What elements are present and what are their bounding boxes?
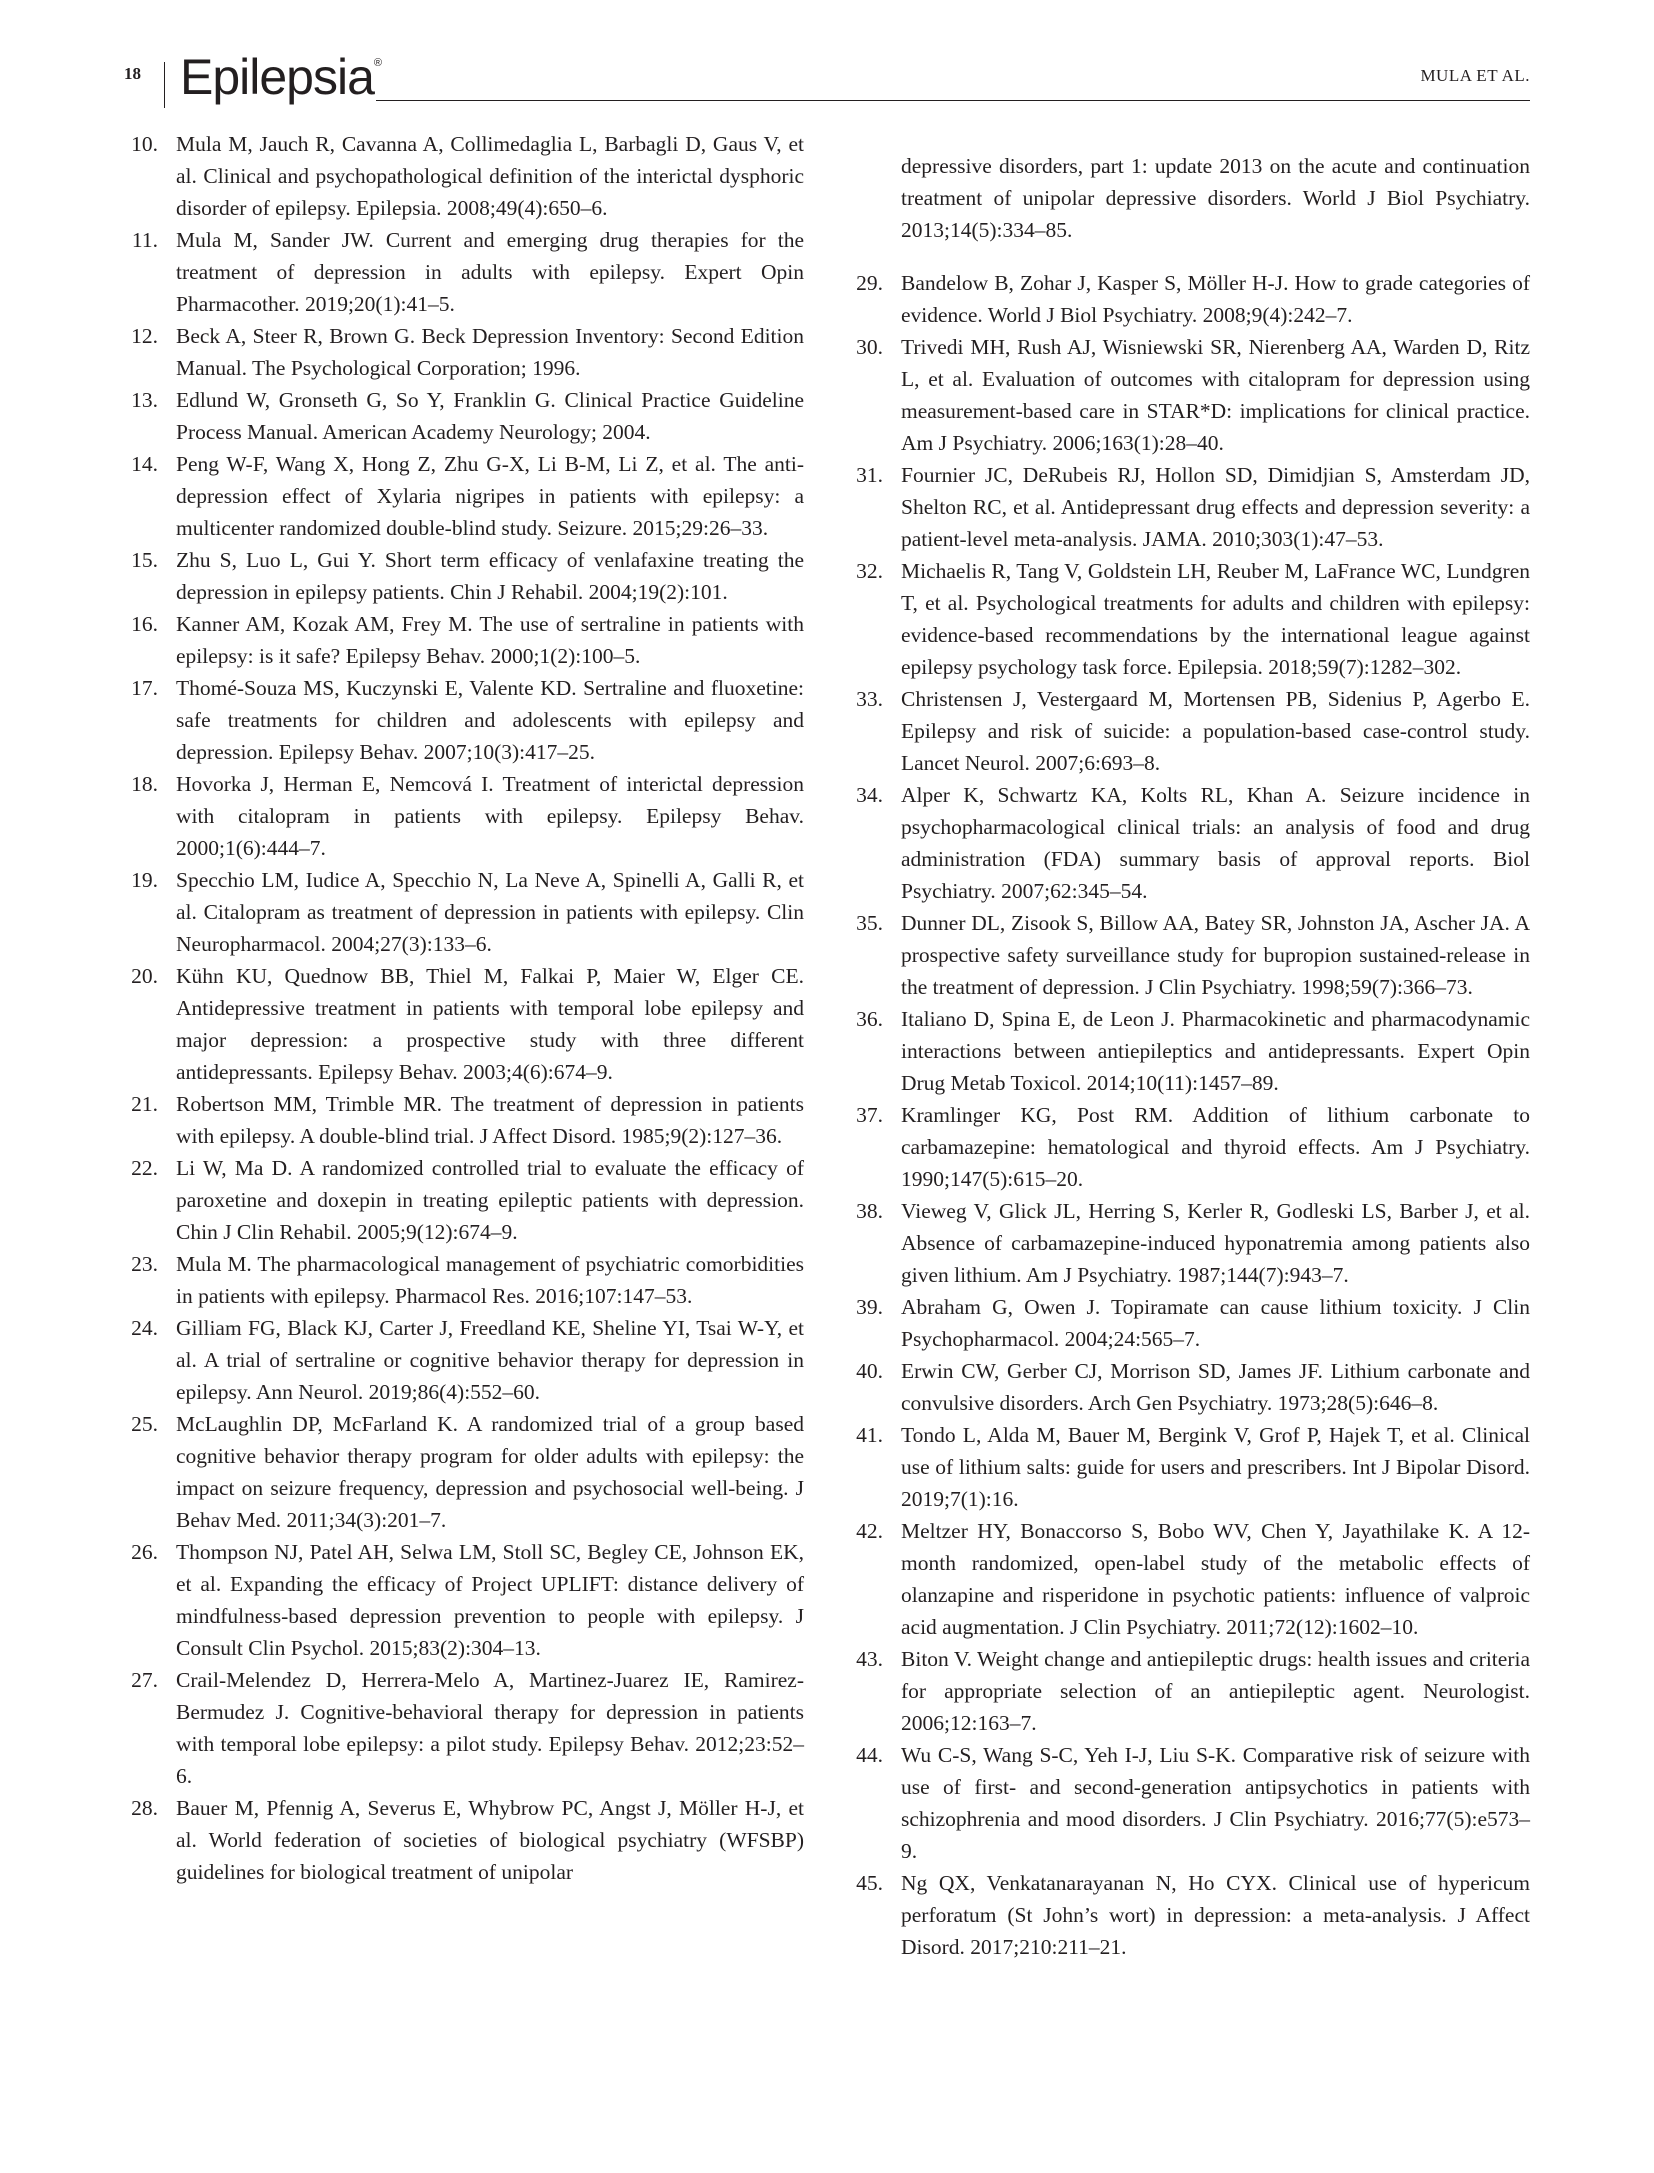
header-rule (376, 100, 1530, 101)
reference-item (849, 1355, 1530, 1419)
reference-number: 22. (131, 1156, 158, 1180)
reference-continuation: depressive disorders, part 1: update 2013 on the acute and continuation treatment of unipolar depressive disorders. World J Biol Psychiatry. 2013;14(5):334–85. (901, 153, 1530, 242)
reference-item (849, 779, 1530, 907)
reference-number: 33. (856, 687, 883, 711)
page-number: 18 (124, 64, 141, 83)
reference-number: 14. (131, 452, 158, 476)
reference-number: 45. (856, 1871, 883, 1895)
reference-item (124, 320, 804, 384)
reference-number: 17. (131, 676, 158, 700)
journal-logo (180, 49, 383, 105)
reference-number: 28. (131, 1796, 158, 1820)
reference-number: 15. (131, 548, 158, 572)
reference-number: 21. (131, 1092, 158, 1116)
reference-number: 16. (131, 612, 158, 636)
reference-item (124, 544, 804, 608)
reference-text: Dunner DL, Zisook S, Billow AA, Batey SR, Johnston JA, Ascher JA. A prospective safety surveillance study for bupropion sustained-release in the treatment of depression. J Clin Psychiatry. 1998;59(7):366–73. (901, 911, 1530, 999)
reference-text: Christensen J, Vestergaard M, Mortensen PB, Sidenius P, Agerbo E. Epilepsy and risk of suicide: a population-based case-control study. Lancet Neurol. 2007;6:693–8. (901, 687, 1530, 775)
reference-text: Peng W-F, Wang X, Hong Z, Zhu G-X, Li B-M, Li Z, et al. The anti-depression effect of Xylaria nigripes in patients with epilepsy: a multicenter randomized double-blind study. Seizure. 2015;29:26–33. (176, 452, 804, 540)
reference-number: 11. (131, 228, 158, 252)
reference-text: Mula M. The pharmacological management of psychiatric comorbidities in patients with epilepsy. Pharmacol Res. 2016;107:147–53. (176, 1252, 804, 1308)
reference-number: 31. (856, 463, 883, 487)
reference-text: Gilliam FG, Black KJ, Carter J, Freedland KE, Sheline YI, Tsai W-Y, et al. A trial of sertraline or cognitive behavior therapy for depression in epilepsy. Ann Neurol. 2019;86(4):552–60. (176, 1316, 804, 1404)
reference-text: Beck A, Steer R, Brown G. Beck Depression Inventory: Second Edition Manual. The Psychological Corporation; 1996. (176, 324, 804, 380)
reference-text: Thompson NJ, Patel AH, Selwa LM, Stoll SC, Begley CE, Johnson EK, et al. Expanding the efficacy of Project UPLIFT: distance delivery of mindfulness-based depression prevention to people with epilepsy. J Consult Clin Psychol. 2015;83(2):304–13. (176, 1540, 804, 1660)
reference-item (849, 1515, 1530, 1643)
reference-text: Ng QX, Venkatanarayanan N, Ho CYX. Clinical use of hypericum perforatum (St John’s wort) in depression: a meta-analysis. J Affect Disord. 2017;210:211–21. (901, 1871, 1530, 1959)
reference-item (124, 448, 804, 544)
reference-item (124, 1248, 804, 1312)
reference-text: Erwin CW, Gerber CJ, Morrison SD, James JF. Lithium carbonate and convulsive disorders. Arch Gen Psychiatry. 1973;28(5):646–8. (901, 1359, 1530, 1415)
reference-item (124, 608, 804, 672)
reference-number: 36. (856, 1007, 883, 1031)
reference-item (849, 1099, 1530, 1195)
reference-text: Hovorka J, Herman E, Nemcová I. Treatment of interictal depression with citalopram in patients with epilepsy. Epilepsy Behav. 2000;1(6):444–7. (176, 772, 804, 860)
reference-item (849, 1867, 1530, 1963)
page-header (124, 49, 1530, 116)
reference-number: 35. (856, 911, 883, 935)
reference-text: Kramlinger KG, Post RM. Addition of lithium carbonate to carbamazepine: hematological and thyroid effects. Am J Psychiatry. 1990;147(5):615–20. (901, 1103, 1530, 1191)
reference-item (124, 1792, 804, 1888)
reference-item (124, 1088, 804, 1152)
reference-number: 39. (856, 1295, 883, 1319)
reference-item (849, 267, 1530, 331)
reference-list-right-column (849, 128, 1530, 1963)
reference-item (124, 672, 804, 768)
reference-text: Tondo L, Alda M, Bauer M, Bergink V, Grof P, Hajek T, et al. Clinical use of lithium salts: guide for users and prescribers. Int J Bipolar Disord. 2019;7(1):16. (901, 1423, 1530, 1511)
reference-item (124, 384, 804, 448)
reference-text: Meltzer HY, Bonaccorso S, Bobo WV, Chen Y, Jayathilake K. A 12-month randomized, open-label study of the metabolic effects of olanzapine and risperidone in psychotic patients: influence of valproic acid augmentation. J Clin Psychiatry. 2011;72(12):1602–10. (901, 1519, 1530, 1639)
reference-text: McLaughlin DP, McFarland K. A randomized trial of a group based cognitive behavior therapy program for older adults with epilepsy: the impact on seizure frequency, depression and psychosocial well-being. J Behav Med. 2011;34(3):201–7. (176, 1412, 804, 1532)
reference-text: Fournier JC, DeRubeis RJ, Hollon SD, Dimidjian S, Amsterdam JD, Shelton RC, et al. Antidepressant drug effects and depression severity: a patient-level meta-analysis. JAMA. 2010;303(1):47–53. (901, 463, 1530, 551)
reference-number: 26. (131, 1540, 158, 1564)
reference-item (849, 683, 1530, 779)
reference-text: Crail-Melendez D, Herrera-Melo A, Martinez-Juarez IE, Ramirez-Bermudez J. Cognitive-behavioral therapy for depression in patients with temporal lobe epilepsy: a pilot study. Epilepsy Behav. 2012;23:52–6. (176, 1668, 804, 1788)
registered-mark: ® (373, 57, 383, 69)
reference-item (849, 1291, 1530, 1355)
reference-text: Michaelis R, Tang V, Goldstein LH, Reuber M, LaFrance WC, Lundgren T, et al. Psychological treatments for adults and children with epilepsy: evidence-based recommendations by the international league against epilepsy psychology task force. Epilepsia. 2018;59(7):1282–302. (901, 559, 1530, 679)
reference-number: 19. (131, 868, 158, 892)
reference-number: 37. (856, 1103, 883, 1127)
reference-item (124, 960, 804, 1088)
reference-item (124, 1312, 804, 1408)
reference-text: Li W, Ma D. A randomized controlled trial to evaluate the efficacy of paroxetine and doxepin in treating epileptic patients with depression. Chin J Clin Rehabil. 2005;9(12):674–9. (176, 1156, 804, 1244)
reference-text: Robertson MM, Trimble MR. The treatment of depression in patients with epilepsy. A double-blind trial. J Affect Disord. 1985;9(2):127–36. (176, 1092, 804, 1148)
reference-text: Kanner AM, Kozak AM, Frey M. The use of sertraline in patients with epilepsy: is it safe? Epilepsy Behav. 2000;1(2):100–5. (176, 612, 804, 668)
reference-item (124, 128, 804, 224)
reference-list-left-column (124, 128, 804, 1888)
reference-text: Kühn KU, Quednow BB, Thiel M, Falkai P, Maier W, Elger CE. Antidepressive treatment in patients with temporal lobe epilepsy and major depression: a prospective study with three different antidepressants. Epilepsy Behav. 2003;4(6):674–9. (176, 964, 804, 1084)
reference-item (849, 1643, 1530, 1739)
reference-number: 25. (131, 1412, 158, 1436)
reference-number: 43. (856, 1647, 883, 1671)
running-head: MULA ET AL. (1420, 66, 1530, 85)
reference-item (124, 1152, 804, 1248)
reference-text: Vieweg V, Glick JL, Herring S, Kerler R, Godleski LS, Barber J, et al. Absence of carbamazepine-induced hyponatremia among patients also given lithium. Am J Psychiatry. 1987;144(7):943–7. (901, 1199, 1530, 1287)
reference-text: Edlund W, Gronseth G, So Y, Franklin G. Clinical Practice Guideline Process Manual. American Academy Neurology; 2004. (176, 388, 804, 444)
reference-item (124, 1536, 804, 1664)
reference-text: Italiano D, Spina E, de Leon J. Pharmacokinetic and pharmacodynamic interactions between antiepileptics and antidepressants. Expert Opin Drug Metab Toxicol. 2014;10(11):1457–89. (901, 1007, 1530, 1095)
reference-text: Bandelow B, Zohar J, Kasper S, Möller H-J. How to grade categories of evidence. World J Biol Psychiatry. 2008;9(4):242–7. (901, 271, 1530, 327)
reference-text: Zhu S, Luo L, Gui Y. Short term efficacy of venlafaxine treating the depression in epilepsy patients. Chin J Rehabil. 2004;19(2):101. (176, 548, 804, 604)
reference-item (849, 555, 1530, 683)
reference-number: 29. (856, 271, 883, 295)
reference-text: Mula M, Sander JW. Current and emerging drug therapies for the treatment of depression in adults with epilepsy. Expert Opin Pharmacother. 2019;20(1):41–5. (176, 228, 804, 316)
reference-number: 12. (131, 324, 158, 348)
reference-number: 32. (856, 559, 883, 583)
reference-item (124, 768, 804, 864)
reference-number: 13. (131, 388, 158, 412)
journal-name: Epilepsia (180, 49, 374, 105)
reference-text: Bauer M, Pfennig A, Severus E, Whybrow PC, Angst J, Möller H-J, et al. World federation of societies of biological psychiatry (WFSBP) guidelines for biological treatment of unipolar (176, 1796, 804, 1884)
header-divider (164, 62, 165, 108)
reference-item (849, 331, 1530, 459)
reference-text: Specchio LM, Iudice A, Specchio N, La Neve A, Spinelli A, Galli R, et al. Citalopram as treatment of depression in patients with epilepsy. Clin Neuropharmacol. 2004;27(3):133–6. (176, 868, 804, 956)
reference-item (124, 864, 804, 960)
reference-text: Mula M, Jauch R, Cavanna A, Collimedaglia L, Barbagli D, Gaus V, et al. Clinical and psychopathological definition of the interictal dysphoric disorder of epilepsy. Epilepsia. 2008;49(4):650–6. (176, 132, 804, 220)
reference-number: 24. (131, 1316, 158, 1340)
reference-text: Alper K, Schwartz KA, Kolts RL, Khan A. Seizure incidence in psychopharmacological clinical trials: an analysis of food and drug administration (FDA) summary basis of approval reports. Biol Psychiatry. 2007;62:345–54. (901, 783, 1530, 903)
reference-item (849, 907, 1530, 1003)
reference-number: 30. (856, 335, 883, 359)
reference-item (849, 1003, 1530, 1099)
reference-list-right (849, 267, 1530, 1963)
reference-number: 34. (856, 783, 883, 807)
reference-number: 42. (856, 1519, 883, 1543)
reference-text: Trivedi MH, Rush AJ, Wisniewski SR, Nierenberg AA, Warden D, Ritz L, et al. Evaluation of outcomes with citalopram for depression using measurement-based care in STAR*D: implications for clinical practice. Am J Psychiatry. 2006;163(1):28–40. (901, 335, 1530, 455)
reference-item (849, 1739, 1530, 1867)
reference-item (849, 459, 1530, 555)
reference-number: 44. (856, 1743, 883, 1767)
reference-number: 18. (131, 772, 158, 796)
reference-text: Thomé-Souza MS, Kuczynski E, Valente KD. Sertraline and fluoxetine: safe treatments for children and adolescents with epilepsy and depression. Epilepsy Behav. 2007;10(3):417–25. (176, 676, 804, 764)
reference-text: Biton V. Weight change and antiepileptic drugs: health issues and criteria for appropriate selection of an antiepileptic agent. Neurologist. 2006;12:163–7. (901, 1647, 1530, 1735)
reference-number: 20. (131, 964, 158, 988)
reference-number: 38. (856, 1199, 883, 1223)
reference-number: 10. (131, 132, 158, 156)
reference-number: 23. (131, 1252, 158, 1276)
reference-text: Wu C-S, Wang S-C, Yeh I-J, Liu S-K. Comparative risk of seizure with use of first- and second-generation antipsychotics in patients with schizophrenia and mood disorders. J Clin Psychiatry. 2016;77(5):e573–9. (901, 1743, 1530, 1863)
reference-item (849, 1195, 1530, 1291)
reference-item (124, 224, 804, 320)
reference-item (124, 1408, 804, 1536)
reference-number: 27. (131, 1668, 158, 1692)
reference-number: 40. (856, 1359, 883, 1383)
reference-number: 41. (856, 1423, 883, 1447)
reference-text: Abraham G, Owen J. Topiramate can cause lithium toxicity. J Clin Psychopharmacol. 2004;24:565–7. (901, 1295, 1530, 1351)
reference-item (124, 1664, 804, 1792)
reference-item (849, 1419, 1530, 1515)
